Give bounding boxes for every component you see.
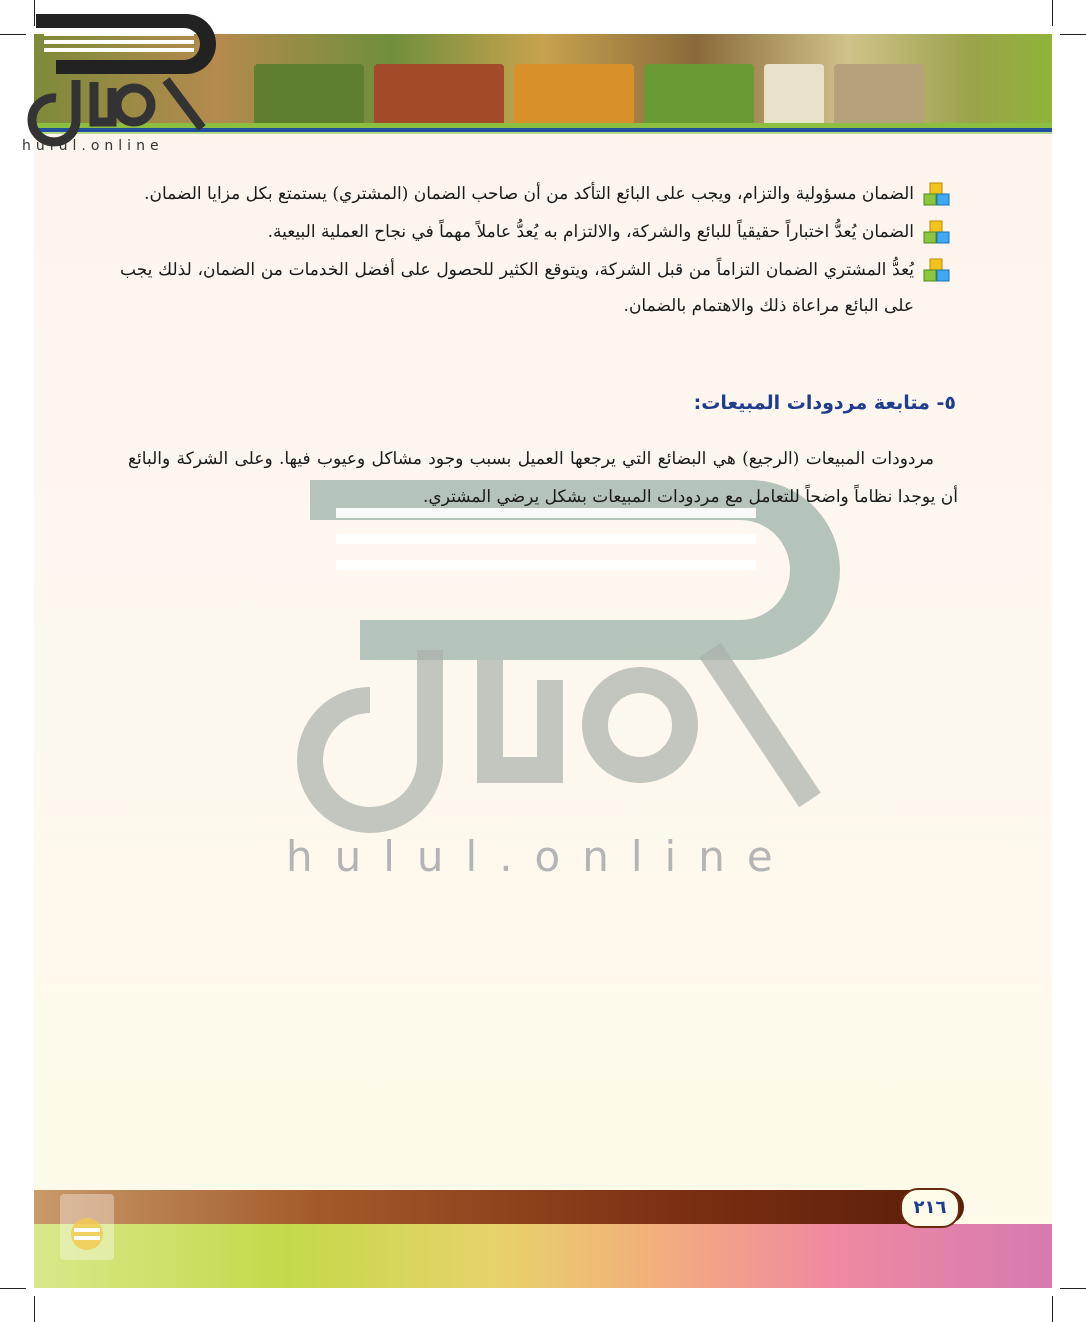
bullet-text: الضمان مسؤولية والتزام، ويجب على البائع التأكد من أن صاحب الضمان (المشتري) يستمتع بكل مزايا الضمان. <box>144 184 914 204</box>
list-item <box>120 176 960 212</box>
section-heading: ٥- متابعة مردودات المبيعات: <box>693 392 956 414</box>
watermark-logo-icon <box>270 460 850 880</box>
crop-mark <box>0 1288 26 1289</box>
logo-url-text: hulul.online <box>22 138 164 154</box>
crop-mark <box>1052 1296 1053 1322</box>
crop-mark <box>34 1296 35 1322</box>
crop-mark <box>1060 1288 1086 1289</box>
list-item <box>120 214 960 250</box>
footer-band <box>34 1190 964 1224</box>
watermark-url: hulul.online <box>286 832 795 881</box>
bullet-text: الضمان يُعدُّ اختباراً حقيقياً للبائع والشركة، والالتزام به يُعدُّ عاملاً مهماً في نجاح العملية البيعية. <box>267 222 914 242</box>
footer-colorful-band <box>34 1224 1052 1288</box>
list-item <box>120 252 960 324</box>
bullet-list <box>120 176 960 324</box>
section-paragraph: مردودات المبيعات (الرجيع) هي البضائع التي يرجعها العميل بسبب وجود مشاكل وعيوب فيها. وعلى الشركة والبائع أن يوجدا نظاماً واضحاً للتعامل مع مردودات المبيعات بشكل يرضي المشتري. <box>128 449 958 507</box>
footer-logo-icon <box>60 1194 114 1260</box>
publisher-logo-icon <box>60 1194 114 1260</box>
bullet-text: يُعدُّ المشتري الضمان التزاماً من قبل الشركة، ويتوقع الكثير للحصول على أفضل الخدمات من الضمان، لذلك يجب على البائع مراعاة ذلك والاهتمام بالضمان. <box>120 260 914 316</box>
cubes-bullet-icon <box>922 182 952 208</box>
crop-mark <box>1060 34 1086 35</box>
page-number: ٢١٦ <box>900 1188 960 1228</box>
cubes-bullet-icon <box>922 220 952 246</box>
cubes-bullet-icon <box>922 258 952 284</box>
crop-mark <box>1052 0 1053 26</box>
